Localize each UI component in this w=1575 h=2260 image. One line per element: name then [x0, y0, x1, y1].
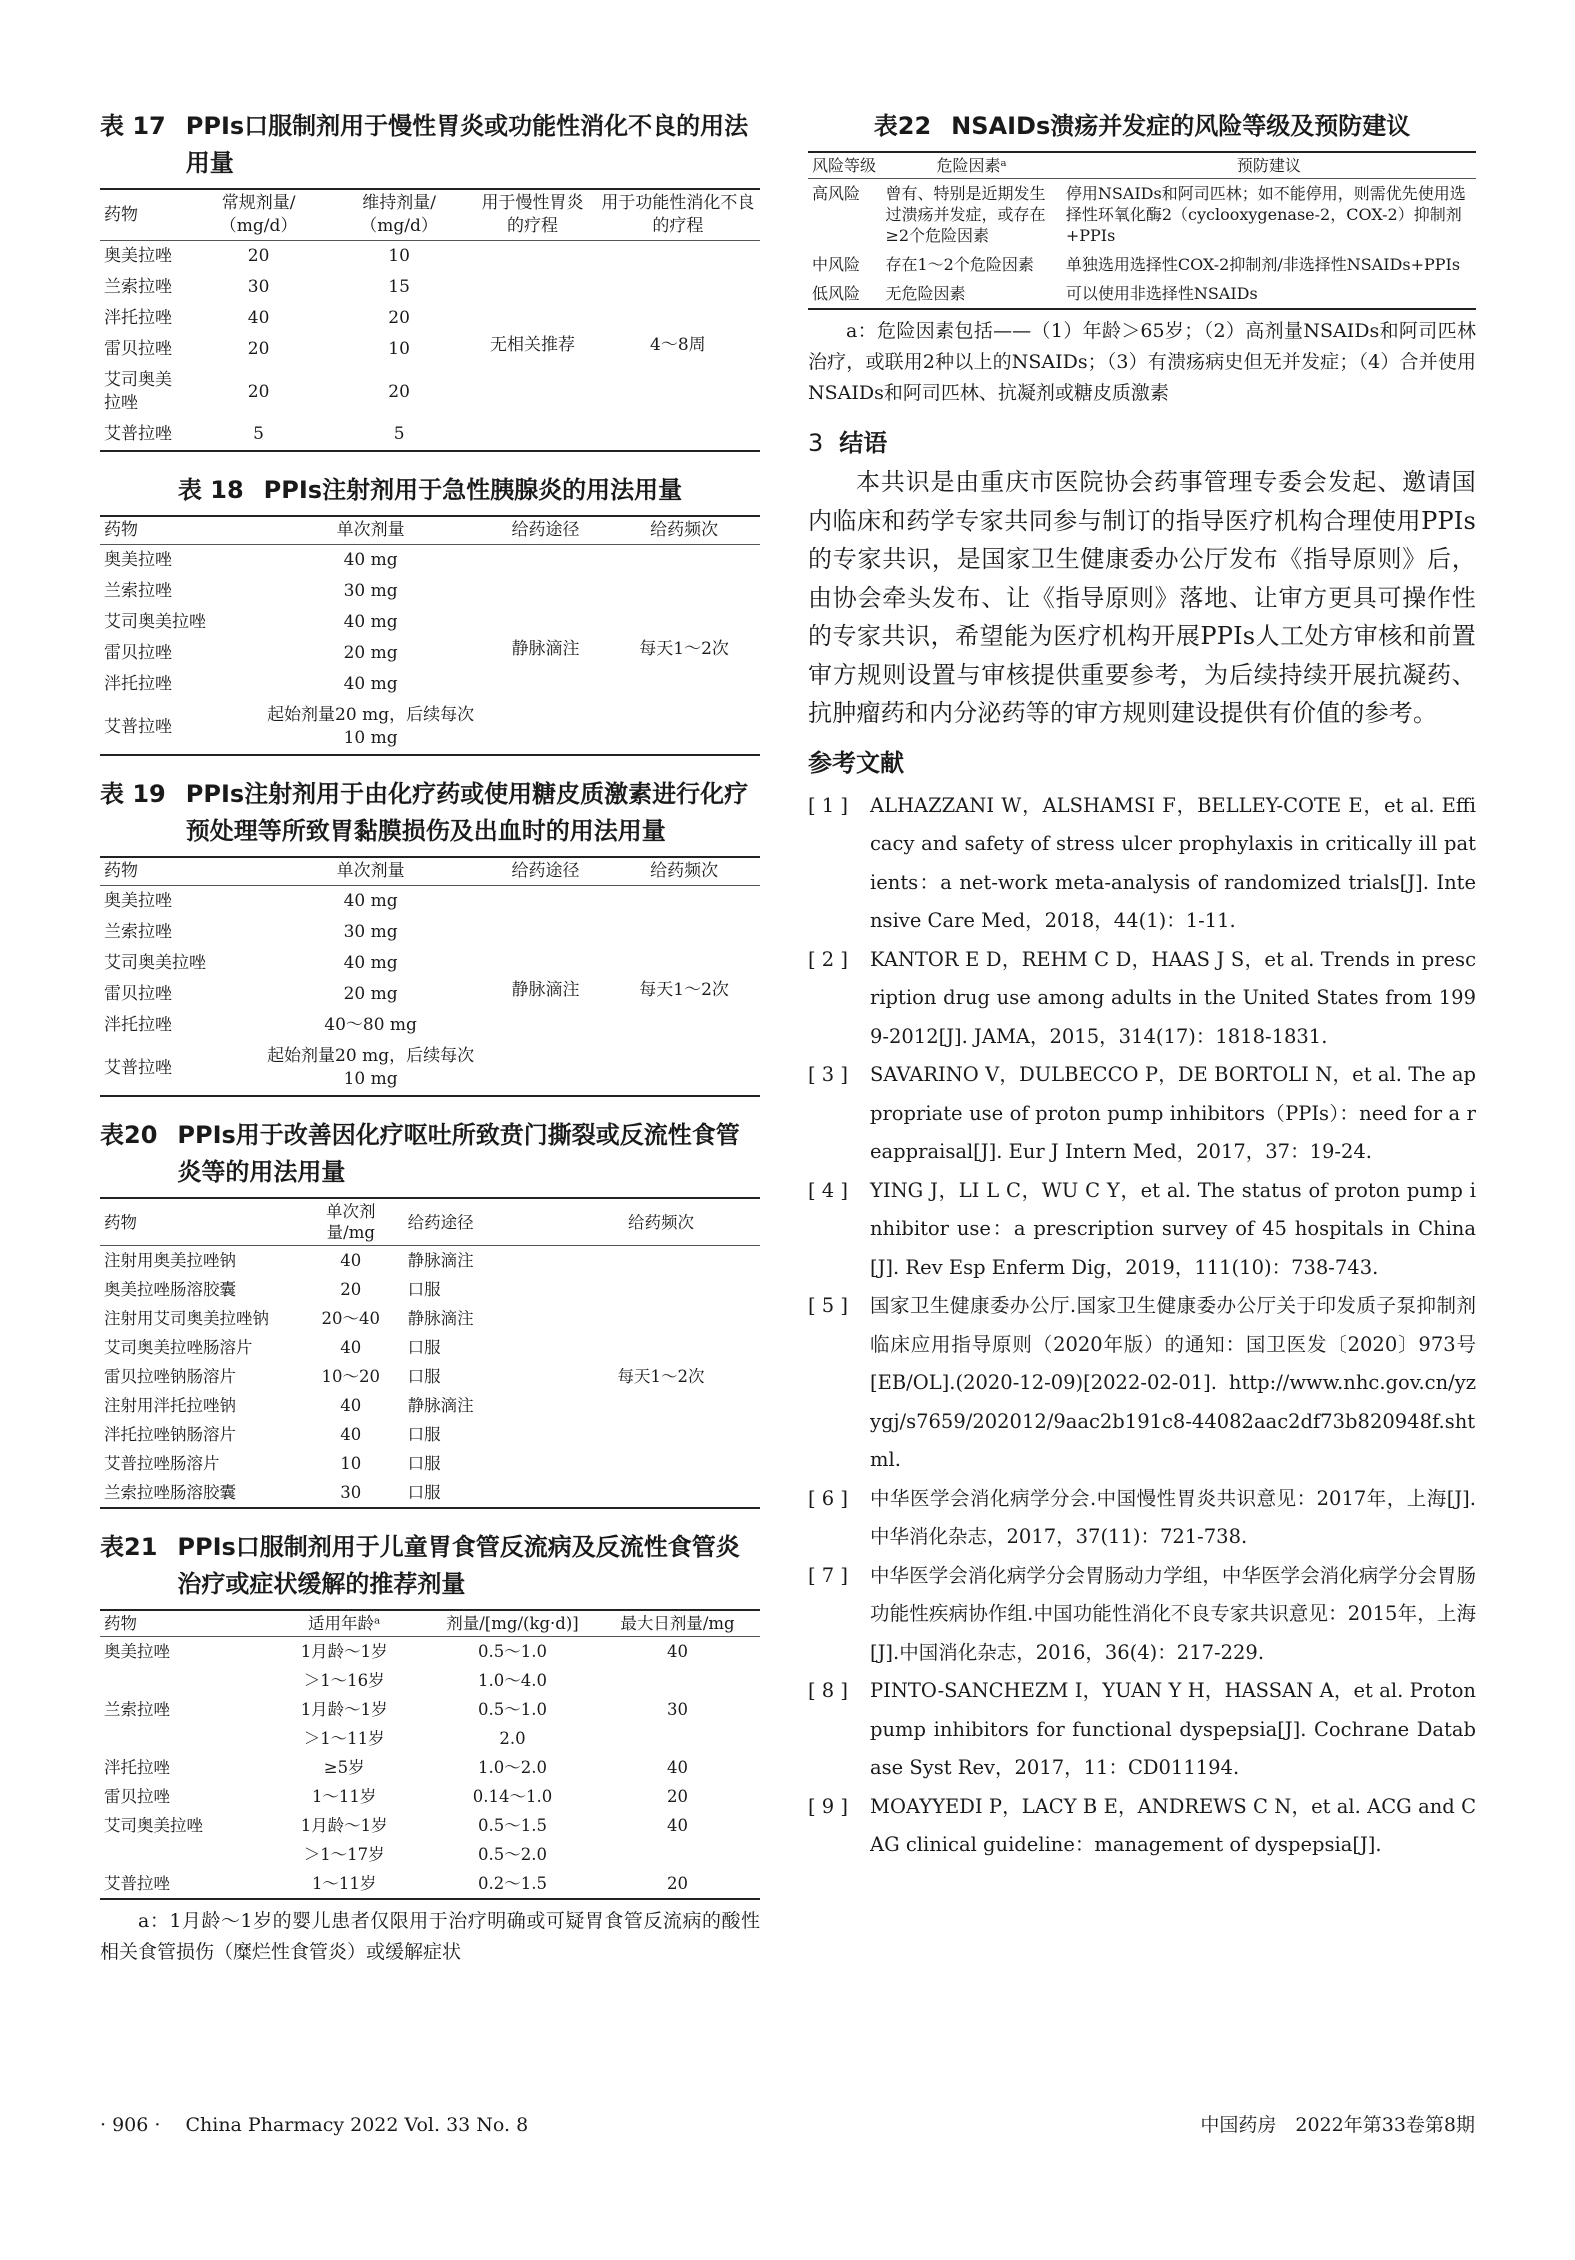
- table-row: 兰索拉唑 30 15: [104, 277, 410, 297]
- col-header: 单次剂量: [258, 516, 482, 545]
- col-header: 单次剂量: [258, 857, 482, 886]
- freq-cell: 每天1～2次: [617, 1367, 705, 1386]
- table-18: [100, 515, 760, 756]
- col-header: 单次剂量/mg: [298, 1198, 404, 1246]
- table-row: 泮托拉唑钠肠溶片 40 口服: [104, 1425, 441, 1444]
- reference-list: [808, 787, 1476, 1865]
- col-header: 给药频次: [608, 857, 760, 886]
- table-row: 中风险 存在1～2个危险因素 单独选用选择性COX-2抑制剂/非选择性NSAIDs+PPIs: [812, 255, 1461, 274]
- table-22-note: a：危险因素包括——（1）年龄＞65岁；（2）高剂量NSAIDs和阿司匹林治疗，或联用2种以上的NSAIDs；（3）有溃疡病史但无并发症；（4）合并使用NSAIDs和阿司匹林、抗凝剂或糖皮质激素: [808, 320, 1476, 404]
- table-row: 高风险 曾有、特别是近期发生过溃疡并发症，或存在≥2个危险因素 停用NSAIDs和阿司匹林；如不能停用，则需优先使用选择性环氧化酶2（cyclooxygenase-2，COX-2）抑制剂+PPIs: [812, 184, 1466, 245]
- col-header: 药物: [100, 857, 258, 886]
- table-21: [100, 1609, 760, 1900]
- reference-item: [ 6 ] 中华医学会消化病学分会.中国慢性胃炎共识意见：2017年，上海[J].中华消化杂志，2017，37(11)：721-738.: [808, 1486, 1476, 1548]
- table-row: 兰索拉唑 1月龄～1岁 0.5～1.0 30: [104, 1700, 688, 1719]
- table-row: 雷贝拉唑钠肠溶片 10～20 口服: [104, 1367, 441, 1386]
- route-cell: 静脉滴注: [511, 639, 580, 659]
- table-17-caption: [100, 108, 760, 182]
- table-20: [100, 1197, 760, 1509]
- table-row: 奥美拉唑 40 mg 静脉滴注 每天1～2次: [100, 886, 760, 918]
- table-row: 雷贝拉唑 20 10: [104, 339, 410, 359]
- col-header: 药物: [100, 1198, 298, 1246]
- table-number: 表 17: [100, 112, 166, 140]
- references-heading: 参考文献: [808, 748, 904, 777]
- reference-item: [ 1 ] ALHAZZANI W，ALSHAMSI F，BELLEY-COTE E，et al. Efficacy and safety of stress ulcer prophylaxis in critically ill patients：a net-work meta-analysis of randomized trials[J]. Intensive Care Med，2018，44(1)：1-11.: [808, 793, 1476, 932]
- col-header: 药物: [100, 1610, 258, 1637]
- table-row: 兰索拉唑肠溶胶囊 30 口服: [104, 1483, 441, 1502]
- col-header: 危险因素ᵃ: [881, 152, 1061, 179]
- col-header: 风险等级: [808, 152, 881, 179]
- table-row: 艾普拉唑 起始剂量20 mg，后续每次10 mg: [104, 1046, 475, 1089]
- col-header: 用于慢性胃炎的疗程: [469, 189, 595, 241]
- reference-item: [ 3 ] SAVARINO V，DULBECCO P，DE BORTOLI N，et al. The appropriate use of proton pump inhibitors（PPIs）：need for a reappraisal[J]. Eur J Intern Med，2017，37：19-24.: [808, 1063, 1476, 1163]
- table-row: 奥美拉唑 20 10 无相关推荐 4～8周: [100, 241, 760, 273]
- freq-cell: 每天1～2次: [639, 980, 729, 1000]
- table-row: ＞1～17岁 0.5～2.0: [303, 1845, 547, 1864]
- col-header: 给药途径: [483, 857, 608, 886]
- reference-item: [ 7 ] 中华医学会消化病学分会胃肠动力学组，中华医学会消化病学分会胃肠功能性疾病协作组.中国功能性消化不良专家共识意见：2015年，上海[J].中国消化杂志，2016，36(4)：217-229.: [808, 1563, 1476, 1664]
- col-header: 给药频次: [562, 1198, 760, 1246]
- freq-cell: 每天1～2次: [639, 639, 729, 659]
- table-20-caption: [100, 1117, 760, 1191]
- reference-item: [ 9 ] MOAYYEDI P，LACY B E，ANDREWS C N，et al. ACG and CAG clinical guideline：management of dyspepsia[J].: [808, 1794, 1476, 1856]
- left-column: [100, 108, 760, 1968]
- table-row: 艾普拉唑肠溶片 10 口服: [104, 1454, 441, 1473]
- course-dyspepsia: 4～8周: [650, 335, 706, 355]
- col-header: 维持剂量/（mg/d）: [329, 189, 470, 241]
- table-number: 表22: [873, 112, 932, 140]
- table-row: 艾普拉唑 1～11岁 0.2～1.5 20: [104, 1874, 688, 1893]
- right-column: [808, 108, 1476, 1865]
- col-header: 用于功能性消化不良的疗程: [596, 189, 760, 241]
- table-row: ＞1～11岁 2.0: [303, 1729, 526, 1748]
- col-header: 药物: [100, 516, 258, 545]
- reference-item: [ 5 ] 国家卫生健康委办公厅.国家卫生健康委办公厅关于印发质子泵抑制剂临床应用指导原则（2020年版）的通知：国卫医发〔2020〕973号[EB/OL].(2020-12-09)[2022-02-01]. http://www.nhc.gov.cn/yzygj/s7659/202012/9aac2b191c8-44082aac2df73b820948f.shtml.: [808, 1294, 1476, 1471]
- table-row: 艾司奥美拉唑 40 mg: [104, 953, 398, 973]
- route-cell: 静脉滴注: [511, 980, 580, 1000]
- col-header: 常规剂量/（mg/d）: [188, 189, 329, 241]
- table-title: PPIs口服制剂用于慢性胃炎或功能性消化不良的用法用量: [185, 112, 749, 177]
- table-row: 艾司奥美拉唑肠溶片 40 口服: [104, 1338, 441, 1357]
- table-21-caption: [100, 1529, 760, 1603]
- table-row: 注射用艾司奥美拉唑钠 20～40 静脉滴注: [104, 1309, 474, 1328]
- table-row: 艾普拉唑 5 5: [104, 424, 405, 444]
- table-row: 雷贝拉唑 20 mg: [104, 984, 398, 1004]
- table-number: 表 18: [177, 476, 244, 504]
- table-row: 雷贝拉唑 1～11岁 0.14～1.0 20: [104, 1787, 688, 1806]
- table-title: PPIs口服制剂用于儿童胃食管反流病及反流性食管炎治疗或症状缓解的推荐剂量: [177, 1533, 740, 1598]
- section-title: 结语: [839, 429, 888, 457]
- table-row: 奥美拉唑肠溶胶囊 20 口服: [104, 1280, 441, 1299]
- section-heading: [808, 425, 1476, 461]
- table-18-caption: [100, 472, 760, 509]
- section-number: 3: [808, 429, 824, 457]
- table-title: PPIs注射剂用于急性胰腺炎的用法用量: [263, 476, 683, 504]
- table-number: 表21: [100, 1533, 158, 1561]
- footer-right: 中国药房 2022年第33卷第8期: [1200, 2114, 1475, 2136]
- reference-item: [ 2 ] KANTOR E D，REHM C D，HAAS J S，et al. Trends in prescription drug use among adults in the United States from 1999-2012[J]. JAMA，2015，314(17)：1818-1831.: [808, 947, 1476, 1048]
- col-header: 剂量/[mg/(kg·d)]: [430, 1610, 595, 1637]
- table-row: 泮托拉唑 40 20: [104, 308, 410, 328]
- col-header: 药物: [100, 189, 188, 241]
- col-header: 最大日剂量/mg: [595, 1610, 760, 1637]
- table-title: PPIs用于改善因化疗呕吐所致贲门撕裂或反流性食管炎等的用法用量: [177, 1121, 740, 1186]
- table-21-note: a：1月龄～1岁的婴儿患者仅限用于治疗明确或可疑胃食管反流病的酸性相关食管损伤（糜烂性食管炎）或缓解症状: [100, 1910, 760, 1963]
- reference-item: [ 4 ] YING J，LI L C，WU C Y，et al. The status of proton pump inhibitor use：a prescription survey of 45 hospitals in China[J]. Rev Esp Enferm Dig，2019，111(10)：738-743.: [808, 1178, 1476, 1279]
- conclusion-paragraph: 本共识是由重庆市医院协会药事管理专委会发起、邀请国内临床和药学专家共同参与制订的指导医疗机构合理使用PPIs的专家共识，是国家卫生健康委办公厅发布《指导原则》后，由协会牵头发布、让《指导原则》落地、让审方更具可操作性的专家共识，希望能为医疗机构开展PPIs人工处方审核和前置审方规则设置与审核提供重要参考，为后续持续开展抗凝药、抗肿瘤药和内分泌药等的审方规则建设提供有价值的参考。: [808, 468, 1476, 727]
- table-number: 表20: [100, 1121, 158, 1149]
- table-row: 艾司奥美拉唑 40 mg: [104, 612, 398, 632]
- table-row: 泮托拉唑 ≥5岁 1.0～2.0 40: [104, 1758, 688, 1777]
- table-row: 泮托拉唑 40～80 mg: [104, 1015, 417, 1035]
- table-row: ＞1～16岁 1.0～4.0: [303, 1671, 547, 1690]
- table-row: 低风险 无危险因素 可以使用非选择性NSAIDs: [812, 284, 1258, 303]
- col-header: 给药频次: [608, 516, 760, 545]
- table-row: 注射用奥美拉唑钠 40 静脉滴注 每天1～2次: [100, 1246, 760, 1276]
- table-19-caption: [100, 776, 760, 850]
- table-22: [808, 151, 1476, 310]
- table-title: NSAIDs溃疡并发症的风险等级及预防建议: [951, 112, 1411, 140]
- col-header: 适用年龄ᵃ: [258, 1610, 430, 1637]
- table-title: PPIs注射剂用于由化疗药或使用糖皮质激素进行化疗预处理等所致胃黏膜损伤及出血时的用法用量: [185, 780, 749, 845]
- table-row: 注射用泮托拉唑钠 40 静脉滴注: [104, 1396, 474, 1415]
- table-row: 雷贝拉唑 20 mg: [104, 643, 398, 663]
- table-row: 艾司奥美拉唑 1月龄～1岁 0.5～1.5 40: [104, 1816, 688, 1835]
- col-header: 预防建议: [1062, 152, 1476, 179]
- table-17: [100, 188, 760, 452]
- table-row: 奥美拉唑 40 mg 静脉滴注 每天1～2次: [100, 545, 760, 577]
- table-22-caption: [808, 108, 1476, 145]
- col-header: 给药途径: [404, 1198, 562, 1246]
- table-row: 兰索拉唑 30 mg: [104, 922, 398, 942]
- table-19: [100, 856, 760, 1097]
- table-row: 奥美拉唑 1月龄～1岁 0.5～1.0 40: [104, 1642, 688, 1661]
- table-row: 艾普拉唑 起始剂量20 mg，后续每次10 mg: [104, 705, 475, 748]
- footer-left: · 906 · China Pharmacy 2022 Vol. 33 No. 8: [100, 2114, 529, 2136]
- table-row: 泮托拉唑 40 mg: [104, 674, 398, 694]
- course-gastritis: 无相关推荐: [490, 335, 576, 355]
- table-row: 兰索拉唑 30 mg: [104, 581, 398, 601]
- table-number: 表 19: [100, 780, 166, 808]
- reference-item: [ 8 ] PINTO-SANCHEZM I，YUAN Y H，HASSAN A，et al. Proton pump inhibitors for functional dyspepsia[J]. Cochrane Database Syst Rev，2017，11：CD011194.: [808, 1679, 1476, 1779]
- table-row: 艾司奥美拉唑 20 20: [104, 370, 410, 413]
- col-header: 给药途径: [483, 516, 608, 545]
